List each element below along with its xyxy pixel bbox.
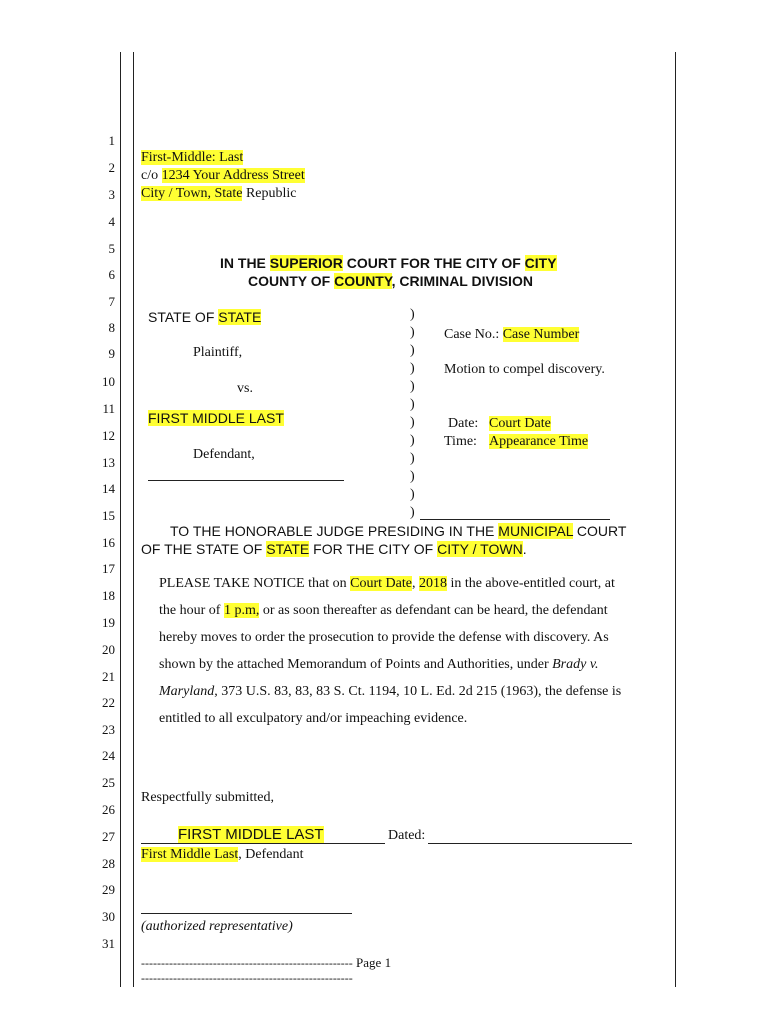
line-number: 11 <box>102 401 115 416</box>
body-line-3: hereby moves to order the prosecution to provide the defense with discovery. As <box>159 630 609 645</box>
line-number: 22 <box>102 695 115 710</box>
court-title-line-2: COUNTY OF COUNTY, CRIMINAL DIVISION <box>248 273 533 289</box>
line-number: 15 <box>102 508 115 523</box>
line-number: 7 <box>108 294 115 309</box>
line-number: 8 <box>108 320 115 335</box>
filer-city-state: City / Town, State Republic <box>141 186 297 201</box>
body-line-1: PLEASE TAKE NOTICE that on Court Date, 2018 in the above-entitled court, at <box>159 576 615 591</box>
left-margin-rule-2 <box>133 52 134 987</box>
signature-line <box>141 843 385 844</box>
line-number: 5 <box>108 241 115 256</box>
defendant-label: Defendant, <box>193 447 255 462</box>
court-date-label: Date: <box>448 416 479 431</box>
appearance-time-value: Appearance Time <box>489 434 589 449</box>
filer-name: First-Middle: Last <box>141 150 244 165</box>
line-number: 26 <box>102 802 115 817</box>
plaintiff-label: Plaintiff, <box>193 345 243 360</box>
footer-dash-line: ----------------------------------------------------- <box>141 971 353 985</box>
dated-label: Dated: <box>388 828 426 843</box>
page-number: Page 1 <box>352 955 392 970</box>
line-number: 16 <box>102 535 115 550</box>
line-number: 29 <box>102 882 115 897</box>
line-number: 10 <box>102 374 115 389</box>
respectfully-submitted: Respectfully submitted, <box>141 790 274 805</box>
line-number: 19 <box>102 615 115 630</box>
motion-title: Motion to compel discovery. <box>444 362 605 377</box>
address-line-1: TO THE HONORABLE JUDGE PRESIDING IN THE MUNICIPAL COURT <box>170 523 627 539</box>
appearance-time-label: Time: <box>444 434 477 449</box>
line-number: 27 <box>102 829 115 844</box>
line-number: 30 <box>102 909 115 924</box>
body-line-5: Maryland, 373 U.S. 83, 83, 83 S. Ct. 1194, 10 L. Ed. 2d 215 (1963), the defense is <box>159 684 622 699</box>
address-line-2: OF THE STATE OF STATE FOR THE CITY OF CITY / TOWN. <box>141 541 527 557</box>
caption-right-underline <box>420 519 610 520</box>
body-line-2: the hour of 1 p.m, or as soon thereafter as defendant can be heard, the defendant <box>159 603 608 618</box>
line-number: 20 <box>102 642 115 657</box>
left-margin-rule-1 <box>120 52 121 987</box>
line-number: 6 <box>108 267 115 282</box>
right-margin-rule <box>675 52 676 987</box>
body-line-4: shown by the attached Memorandum of Points and Authorities, under Brady v. <box>159 657 599 672</box>
line-number: 24 <box>102 748 115 763</box>
line-number: 31 <box>102 936 115 951</box>
line-number: 13 <box>102 455 115 470</box>
printed-name: First Middle Last, Defendant <box>141 847 304 862</box>
line-number: 9 <box>108 346 115 361</box>
line-number: 4 <box>108 214 115 229</box>
line-number: 28 <box>102 856 115 871</box>
authorized-representative: (authorized representative) <box>141 919 293 934</box>
versus-label: vs. <box>237 381 253 396</box>
caption-left-underline <box>148 480 344 481</box>
line-number: 12 <box>102 428 115 443</box>
body-line-6: entitled to all exculpatory and/or impeaching evidence. <box>159 711 468 726</box>
filer-address: c/o 1234 Your Address Street <box>141 168 305 183</box>
line-number: 18 <box>102 588 115 603</box>
court-title-line-1: IN THE SUPERIOR COURT FOR THE CITY OF CITY <box>220 255 557 271</box>
defendant-name: FIRST MIDDLE LAST <box>148 410 284 426</box>
signer-name: FIRST MIDDLE LAST <box>178 826 324 843</box>
line-number: 3 <box>108 187 115 202</box>
line-number: 1 <box>108 133 115 148</box>
line-number: 17 <box>102 561 115 576</box>
line-number: 2 <box>108 160 115 175</box>
plaintiff-state: STATE OF STATE <box>148 309 262 325</box>
court-date-value: Court Date <box>489 416 551 431</box>
footer-page-line: ----------------------------------------------------- Page 1 <box>141 955 392 970</box>
line-number: 25 <box>102 775 115 790</box>
line-number: 21 <box>102 669 115 684</box>
case-number: Case No.: Case Number <box>444 327 580 342</box>
dated-line <box>428 843 632 844</box>
representative-line <box>141 913 352 914</box>
line-number: 23 <box>102 722 115 737</box>
line-number: 14 <box>102 481 115 496</box>
